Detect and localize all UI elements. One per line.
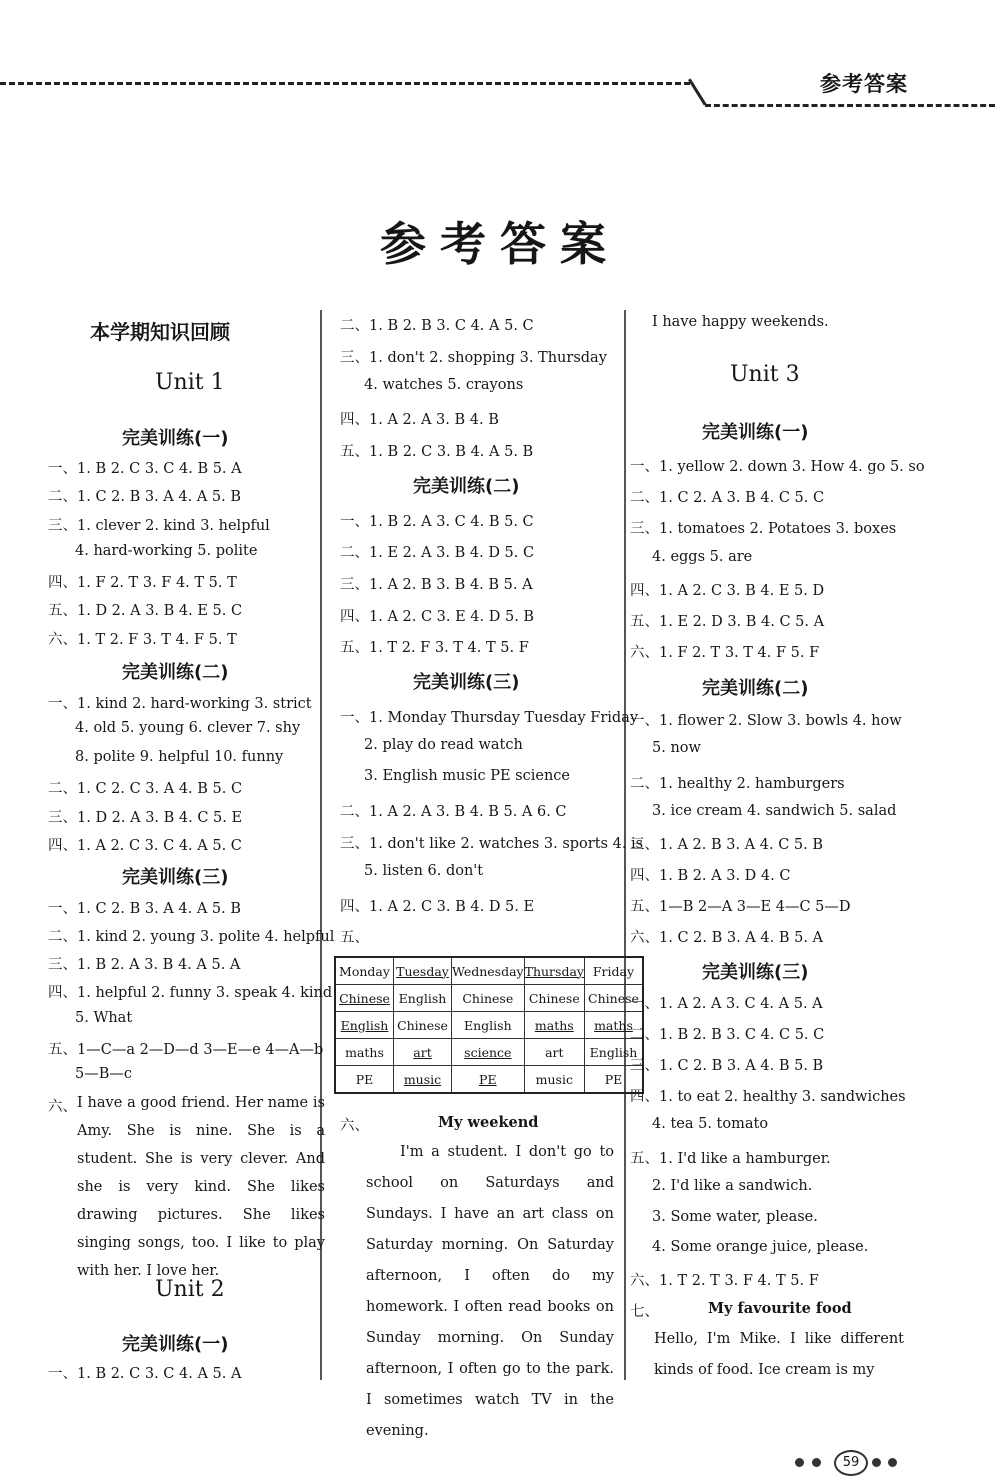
answer-line: 4. hard-working 5. polite [75,543,258,559]
answer-line: 六、1. T 2. F 3. T 4. F 5. T [48,632,237,648]
essay-text: Hello, I'm Mike. I like different kinds of food. Ice cream is my [654,1331,904,1378]
timetable-cell: art [524,1039,584,1066]
answer-line: 四、1. A 2. C 3. C 4. A 5. C [48,838,242,854]
answer-line: 一、1. kind 2. hard-working 3. strict [48,696,312,712]
timetable-cell: Friday [584,957,643,985]
section-title: 本学期知识回顾 [90,320,230,344]
answer-line: 4. Some orange juice, please. [652,1239,869,1255]
answer-line: 2. play do read watch [364,737,523,753]
u1-practice-2-title: 完美训练(二) [122,662,229,683]
answer-line: 四、1. A 2. C 3. B 4. E 5. D [630,583,825,599]
answer-line: 三、1. clever 2. kind 3. helpful [48,518,270,534]
unit-3-title: Unit 3 [730,362,800,387]
answer-line: 三、1. don't 2. shopping 3. Thursday [340,350,607,366]
footer-dot [888,1458,897,1467]
header-dash-right [705,104,995,107]
u2-practice-3-title: 完美训练(三) [413,672,520,693]
timetable-cell [452,1039,525,1066]
answer-line: 三、1. D 2. A 3. B 4. C 5. E [48,810,243,826]
timetable-row [335,1039,643,1066]
answer-line: 四、1. A 2. C 3. B 4. D 5. E [340,899,535,915]
timetable-cell: Chinese [524,985,584,1012]
answer-line: 三、1. A 2. B 3. B 4. B 5. A [340,577,533,593]
answer-line: 一、1. A 2. A 3. C 4. A 5. A [630,996,823,1012]
answer-line: 5—B—c [75,1066,133,1082]
answer-line: 4. old 5. young 6. clever 7. shy [75,720,301,736]
timetable-cell-text: English [340,1017,389,1033]
page-title: 参考答案 [380,217,620,271]
essay-text: I'm a student. I don't go to school on Saturdays and Sundays. I have an art class on Saturday morning. On Saturday afternoon, I often do my homework. I often read books on Sunday morning. On Sunday afternoon, I often go to the park. I sometimes watch TV in the evening. [366,1144,614,1439]
answer-line: 4. tea 5. tomato [652,1116,769,1132]
u3-practice-2-title: 完美训练(二) [702,678,809,699]
page-number: 59 [834,1450,868,1476]
answer-line: 二、1. C 2. C 3. A 4. B 5. C [48,781,243,797]
answer-line: 三、1. don't like 2. watches 3. sports 4. is [340,836,644,852]
answer-line: 5. now [652,740,701,756]
timetable-cell [335,1012,394,1039]
answer-line: 一、1. yellow 2. down 3. How 4. go 5. so [630,459,925,475]
answer-label: 六、 [48,1099,77,1115]
answer-line: 4. watches 5. crayons [364,377,524,393]
answer-line: 六、1. C 2. B 3. A 4. B 5. A [630,930,824,946]
answer-line: 5. listen 6. don't [364,863,484,879]
answer-line: 4. eggs 5. are [652,549,753,565]
answer-line: 二、1. kind 2. young 3. polite 4. helpful [48,929,335,945]
timetable-cell: Chinese [394,1012,452,1039]
answer-line: 8. polite 9. helpful 10. funny [75,749,284,765]
timetable-cell: Wednesday [452,957,525,985]
timetable-cell-text: Thursday [524,963,584,979]
answer-paragraph: I have a good friend. Her name is Amy. She is nine. She is a student. She is very clever. And she is very kind. She likes drawing pictures. She likes singing songs, too. I like to play with her. I love her. [77,1095,325,1279]
footer-dot [872,1458,881,1467]
u1-practice-1-title: 完美训练(一) [122,428,229,449]
answer-line: 四、1. A 2. C 3. E 4. D 5. B [340,609,535,625]
answer-line: 3. Some water, please. [652,1209,818,1225]
u1-practice-3-title: 完美训练(三) [122,867,229,888]
answer-line: 一、1. B 2. C 3. C 4. A 5. A [48,1366,242,1382]
timetable-cell [524,957,584,985]
footer-dot [812,1458,821,1467]
timetable-cell-text: PE [479,1071,497,1087]
answer-line: 三、1. C 2. B 3. A 4. B 5. B [630,1058,824,1074]
u3-practice-3-title: 完美训练(三) [702,962,809,983]
answer-line: 五、1—B 2—A 3—E 4—C 5—D [630,899,851,915]
answer-line: 三、1. A 2. B 3. A 4. C 5. B [630,837,824,853]
unit-2-title: Unit 2 [155,1277,225,1302]
timetable-cell-text: Chinese [339,990,390,1006]
answer-line: 一、1. B 2. A 3. C 4. B 5. C [340,514,534,530]
timetable-cell: English [452,1012,525,1039]
answer-line: 3. English music PE science [364,768,570,784]
answer-line: 一、1. C 2. B 3. A 4. A 5. B [48,901,242,917]
answer-line: 一、1. Monday Thursday Tuesday Friday [340,710,639,726]
answer-line: 5. What [75,1010,133,1026]
answer-line: 一、1. flower 2. Slow 3. bowls 4. how [630,713,902,729]
answer-line: 三、1. tomatoes 2. Potatoes 3. boxes [630,521,897,537]
timetable-cell-text: Tuesday [396,963,449,979]
timetable-cell: Chinese [452,985,525,1012]
u2-practice-2-title: 完美训练(二) [413,476,520,497]
answer-line: 二、1. E 2. A 3. B 4. D 5. C [340,545,535,561]
timetable-row [335,985,643,1012]
u2-practice-1-title: 完美训练(一) [122,1334,229,1355]
u3-practice-1-title: 完美训练(一) [702,422,809,443]
timetable-cell [335,985,394,1012]
answer-line: 五、1. I'd like a hamburger. [630,1151,831,1167]
timetable-cell [452,1066,525,1094]
answer-line: 五、1. E 2. D 3. B 4. C 5. A [630,614,825,630]
timetable-cell: Monday [335,957,394,985]
footer-dot [795,1458,804,1467]
answer-line: 一、1. B 2. C 3. C 4. B 5. A [48,461,242,477]
answer-line: 四、1. helpful 2. funny 3. speak 4. kind [48,985,333,1001]
timetable-cell [394,957,452,985]
header-slant-line [688,78,706,105]
timetable-row [335,1012,643,1039]
timetable-row [335,1066,643,1094]
timetable-cell [394,1039,452,1066]
answer-line: 二、1. healthy 2. hamburgers [630,776,845,792]
answer-line: 二、1. A 2. A 3. B 4. B 5. A 6. C [340,804,567,820]
essay-label: 六、 [340,1118,369,1134]
timetable-cell: maths [335,1039,394,1066]
header-label: 参考答案 [820,72,908,96]
timetable-cell-text: maths [534,1017,574,1033]
timetable-cell: music [524,1066,584,1094]
answer-line: 2. I'd like a sandwich. [652,1178,813,1194]
answer-line: 五、 [340,930,369,946]
timetable-cell [524,1012,584,1039]
timetable [334,956,644,1094]
answer-line: 五、1. B 2. C 3. B 4. A 5. B [340,444,534,460]
answer-line: 五、1. T 2. F 3. T 4. T 5. F [340,640,529,656]
answer-line: 四、1. F 2. T 3. F 4. T 5. T [48,575,237,591]
timetable-cell [394,1066,452,1094]
answer-line: 五、1—C—a 2—D—d 3—E—e 4—A—b [48,1042,324,1058]
answer-line: 六、1. F 2. T 3. T 4. F 5. F [630,645,820,661]
timetable-cell: PE [584,1066,643,1094]
answer-line: 二、1. B 2. B 3. C 4. C 5. C [630,1027,825,1043]
timetable-cell-text: maths [594,1017,633,1033]
answer-line: 二、1. B 2. B 3. C 4. A 5. C [340,318,534,334]
answer-line: 四、1. to eat 2. healthy 3. sandwiches [630,1089,906,1105]
essay-end: I have happy weekends. [652,314,829,330]
timetable-row [335,957,643,985]
timetable-cell-text: music [403,1071,442,1087]
header-dash-left [0,82,690,85]
answer-line: 二、1. C 2. A 3. B 4. C 5. C [630,490,825,506]
answer-line: 四、1. A 2. A 3. B 4. B [340,412,499,428]
timetable-cell: English [394,985,452,1012]
timetable-cell: Chinese [584,985,643,1012]
timetable-cell-text: art [413,1044,432,1060]
answer-line: 五、1. D 2. A 3. B 4. E 5. C [48,603,243,619]
timetable-cell-text: science [464,1044,512,1060]
timetable-cell: PE [335,1066,394,1094]
answer-line: 3. ice cream 4. sandwich 5. salad [652,803,897,819]
essay-title: My weekend [438,1114,539,1131]
answer-line: 六、1. T 2. T 3. F 4. T 5. F [630,1273,819,1289]
essay-label: 七、 [630,1304,659,1320]
essay-title: My favourite food [708,1300,852,1317]
answer-line: 四、1. B 2. A 3. D 4. C [630,868,791,884]
answer-line: 二、1. C 2. B 3. A 4. A 5. B [48,489,242,505]
unit-1-title: Unit 1 [155,370,225,395]
answer-line: 三、1. B 2. A 3. B 4. A 5. A [48,957,241,973]
timetable-cell: English [584,1039,643,1066]
